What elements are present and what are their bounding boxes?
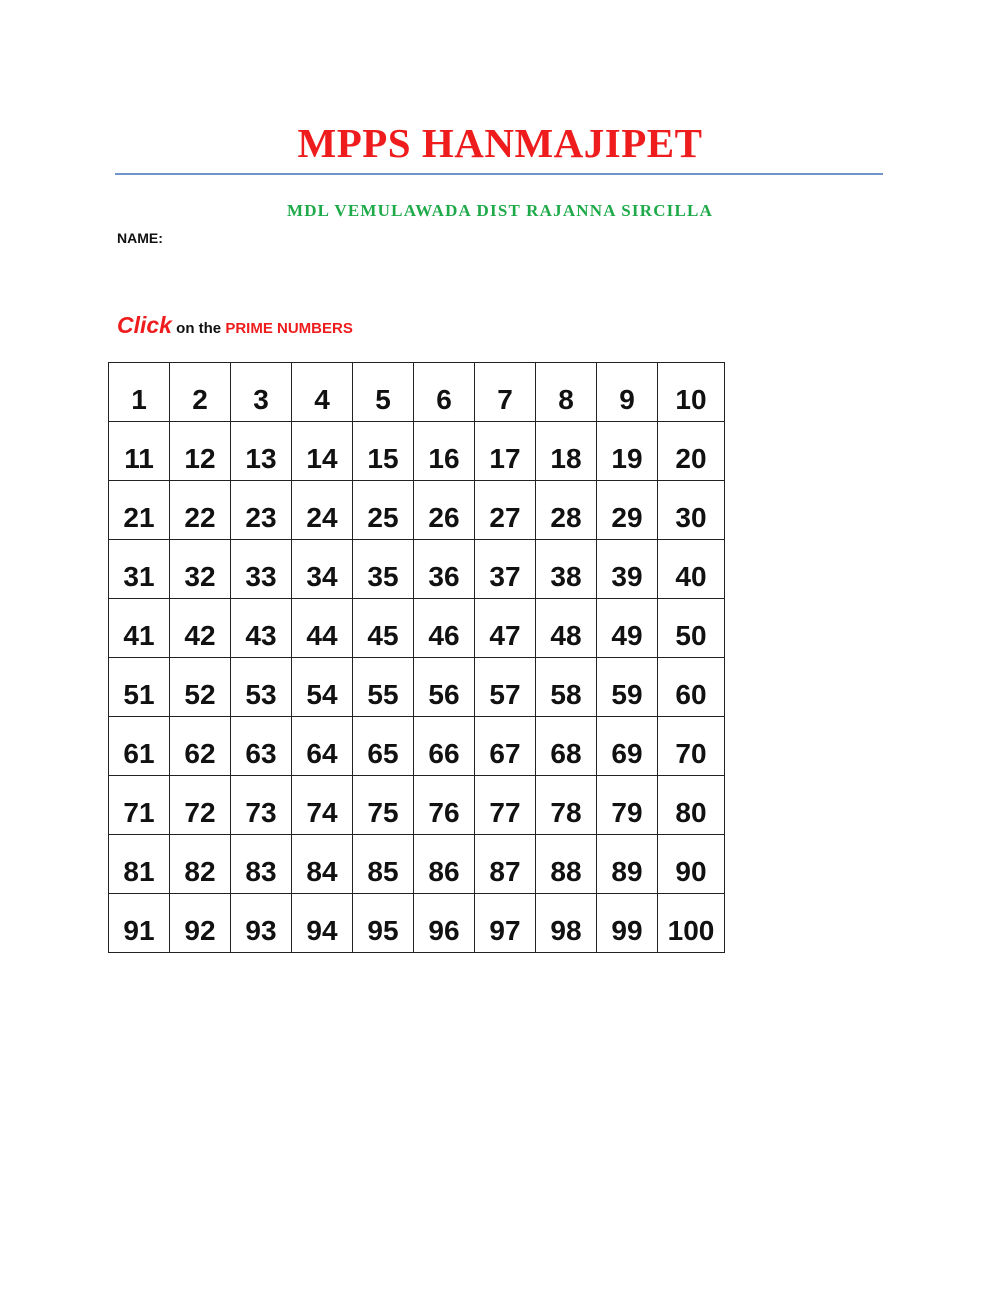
number-cell[interactable]: 38 bbox=[536, 540, 597, 599]
number-cell[interactable]: 76 bbox=[414, 776, 475, 835]
number-cell[interactable]: 11 bbox=[109, 422, 170, 481]
instruction bbox=[117, 310, 353, 344]
number-cell[interactable]: 44 bbox=[292, 599, 353, 658]
number-cell[interactable]: 60 bbox=[658, 658, 725, 717]
number-cell[interactable]: 89 bbox=[597, 835, 658, 894]
number-cell[interactable]: 34 bbox=[292, 540, 353, 599]
number-cell[interactable]: 58 bbox=[536, 658, 597, 717]
number-cell[interactable]: 19 bbox=[597, 422, 658, 481]
number-cell[interactable]: 30 bbox=[658, 481, 725, 540]
number-cell[interactable]: 79 bbox=[597, 776, 658, 835]
number-cell[interactable]: 50 bbox=[658, 599, 725, 658]
number-cell[interactable]: 37 bbox=[475, 540, 536, 599]
number-cell[interactable]: 95 bbox=[353, 894, 414, 953]
number-cell[interactable]: 78 bbox=[536, 776, 597, 835]
grid-row bbox=[109, 894, 725, 953]
number-cell[interactable]: 51 bbox=[109, 658, 170, 717]
number-cell[interactable]: 98 bbox=[536, 894, 597, 953]
school-address: MDL VEMULAWADA DIST RAJANNA SIRCILLA bbox=[286, 201, 714, 220]
number-cell[interactable]: 1 bbox=[109, 363, 170, 422]
number-cell[interactable]: 92 bbox=[170, 894, 231, 953]
number-cell[interactable]: 84 bbox=[292, 835, 353, 894]
grid-row bbox=[109, 835, 725, 894]
number-cell[interactable]: 66 bbox=[414, 717, 475, 776]
number-cell[interactable]: 26 bbox=[414, 481, 475, 540]
title-divider bbox=[115, 173, 883, 175]
number-cell[interactable]: 8 bbox=[536, 363, 597, 422]
number-cell[interactable]: 91 bbox=[109, 894, 170, 953]
number-cell[interactable]: 24 bbox=[292, 481, 353, 540]
number-cell[interactable]: 94 bbox=[292, 894, 353, 953]
number-cell[interactable]: 49 bbox=[597, 599, 658, 658]
instruction-target: PRIME NUMBERS bbox=[225, 320, 353, 337]
number-cell[interactable]: 20 bbox=[658, 422, 725, 481]
number-cell[interactable]: 90 bbox=[658, 835, 725, 894]
number-cell[interactable]: 82 bbox=[170, 835, 231, 894]
number-cell[interactable]: 57 bbox=[475, 658, 536, 717]
grid-row bbox=[109, 599, 725, 658]
number-cell[interactable]: 69 bbox=[597, 717, 658, 776]
number-cell[interactable]: 48 bbox=[536, 599, 597, 658]
grid-row bbox=[109, 422, 725, 481]
number-cell[interactable]: 43 bbox=[231, 599, 292, 658]
number-cell[interactable]: 7 bbox=[475, 363, 536, 422]
number-cell[interactable]: 42 bbox=[170, 599, 231, 658]
number-cell[interactable]: 97 bbox=[475, 894, 536, 953]
number-cell[interactable]: 3 bbox=[231, 363, 292, 422]
number-cell[interactable]: 65 bbox=[353, 717, 414, 776]
number-cell[interactable]: 23 bbox=[231, 481, 292, 540]
number-cell[interactable]: 75 bbox=[353, 776, 414, 835]
number-cell[interactable]: 47 bbox=[475, 599, 536, 658]
grid-row bbox=[109, 658, 725, 717]
number-cell[interactable]: 32 bbox=[170, 540, 231, 599]
number-cell[interactable]: 5 bbox=[353, 363, 414, 422]
number-cell[interactable]: 88 bbox=[536, 835, 597, 894]
number-cell[interactable]: 22 bbox=[170, 481, 231, 540]
number-cell[interactable]: 41 bbox=[109, 599, 170, 658]
number-cell[interactable]: 16 bbox=[414, 422, 475, 481]
number-cell[interactable]: 87 bbox=[475, 835, 536, 894]
number-cell[interactable]: 100 bbox=[658, 894, 725, 953]
number-cell[interactable]: 12 bbox=[170, 422, 231, 481]
number-cell[interactable]: 14 bbox=[292, 422, 353, 481]
number-cell[interactable]: 61 bbox=[109, 717, 170, 776]
number-cell[interactable]: 52 bbox=[170, 658, 231, 717]
number-cell[interactable]: 80 bbox=[658, 776, 725, 835]
number-cell[interactable]: 17 bbox=[475, 422, 536, 481]
number-cell[interactable]: 73 bbox=[231, 776, 292, 835]
grid-row bbox=[109, 776, 725, 835]
number-cell[interactable]: 21 bbox=[109, 481, 170, 540]
number-cell[interactable]: 27 bbox=[475, 481, 536, 540]
page-title: MPPS HANMAJIPET bbox=[297, 120, 703, 166]
number-cell[interactable]: 46 bbox=[414, 599, 475, 658]
number-cell[interactable]: 72 bbox=[170, 776, 231, 835]
number-cell[interactable]: 56 bbox=[414, 658, 475, 717]
number-cell[interactable]: 28 bbox=[536, 481, 597, 540]
number-cell[interactable]: 99 bbox=[597, 894, 658, 953]
number-cell[interactable]: 39 bbox=[597, 540, 658, 599]
number-cell[interactable]: 67 bbox=[475, 717, 536, 776]
number-cell[interactable]: 70 bbox=[658, 717, 725, 776]
number-cell[interactable]: 45 bbox=[353, 599, 414, 658]
number-cell[interactable]: 10 bbox=[658, 363, 725, 422]
number-cell[interactable]: 93 bbox=[231, 894, 292, 953]
number-cell[interactable]: 85 bbox=[353, 835, 414, 894]
number-cell[interactable]: 55 bbox=[353, 658, 414, 717]
number-cell[interactable]: 18 bbox=[536, 422, 597, 481]
number-cell[interactable]: 68 bbox=[536, 717, 597, 776]
number-cell[interactable]: 13 bbox=[231, 422, 292, 481]
number-cell[interactable]: 63 bbox=[231, 717, 292, 776]
number-cell[interactable]: 15 bbox=[353, 422, 414, 481]
grid-row bbox=[109, 540, 725, 599]
grid-row bbox=[109, 363, 725, 422]
name-label: NAME: bbox=[117, 230, 163, 246]
number-cell[interactable]: 86 bbox=[414, 835, 475, 894]
grid-row bbox=[109, 717, 725, 776]
number-cell[interactable]: 81 bbox=[109, 835, 170, 894]
number-cell[interactable]: 71 bbox=[109, 776, 170, 835]
number-cell[interactable]: 62 bbox=[170, 717, 231, 776]
number-cell[interactable]: 40 bbox=[658, 540, 725, 599]
grid-row bbox=[109, 481, 725, 540]
number-cell[interactable]: 6 bbox=[414, 363, 475, 422]
number-cell[interactable]: 29 bbox=[597, 481, 658, 540]
number-cell[interactable]: 54 bbox=[292, 658, 353, 717]
number-cell[interactable]: 35 bbox=[353, 540, 414, 599]
number-cell[interactable]: 96 bbox=[414, 894, 475, 953]
number-cell[interactable]: 74 bbox=[292, 776, 353, 835]
number-cell[interactable]: 2 bbox=[170, 363, 231, 422]
number-cell[interactable]: 36 bbox=[414, 540, 475, 599]
number-cell[interactable]: 64 bbox=[292, 717, 353, 776]
number-cell[interactable]: 77 bbox=[475, 776, 536, 835]
number-cell[interactable]: 4 bbox=[292, 363, 353, 422]
number-cell[interactable]: 9 bbox=[597, 363, 658, 422]
number-grid bbox=[108, 362, 725, 953]
instruction-middle: on the bbox=[171, 320, 226, 337]
number-cell[interactable]: 53 bbox=[231, 658, 292, 717]
number-cell[interactable]: 25 bbox=[353, 481, 414, 540]
number-cell[interactable]: 31 bbox=[109, 540, 170, 599]
number-cell[interactable]: 59 bbox=[597, 658, 658, 717]
number-cell[interactable]: 83 bbox=[231, 835, 292, 894]
instruction-click-word: Click bbox=[117, 312, 172, 338]
number-cell[interactable]: 33 bbox=[231, 540, 292, 599]
